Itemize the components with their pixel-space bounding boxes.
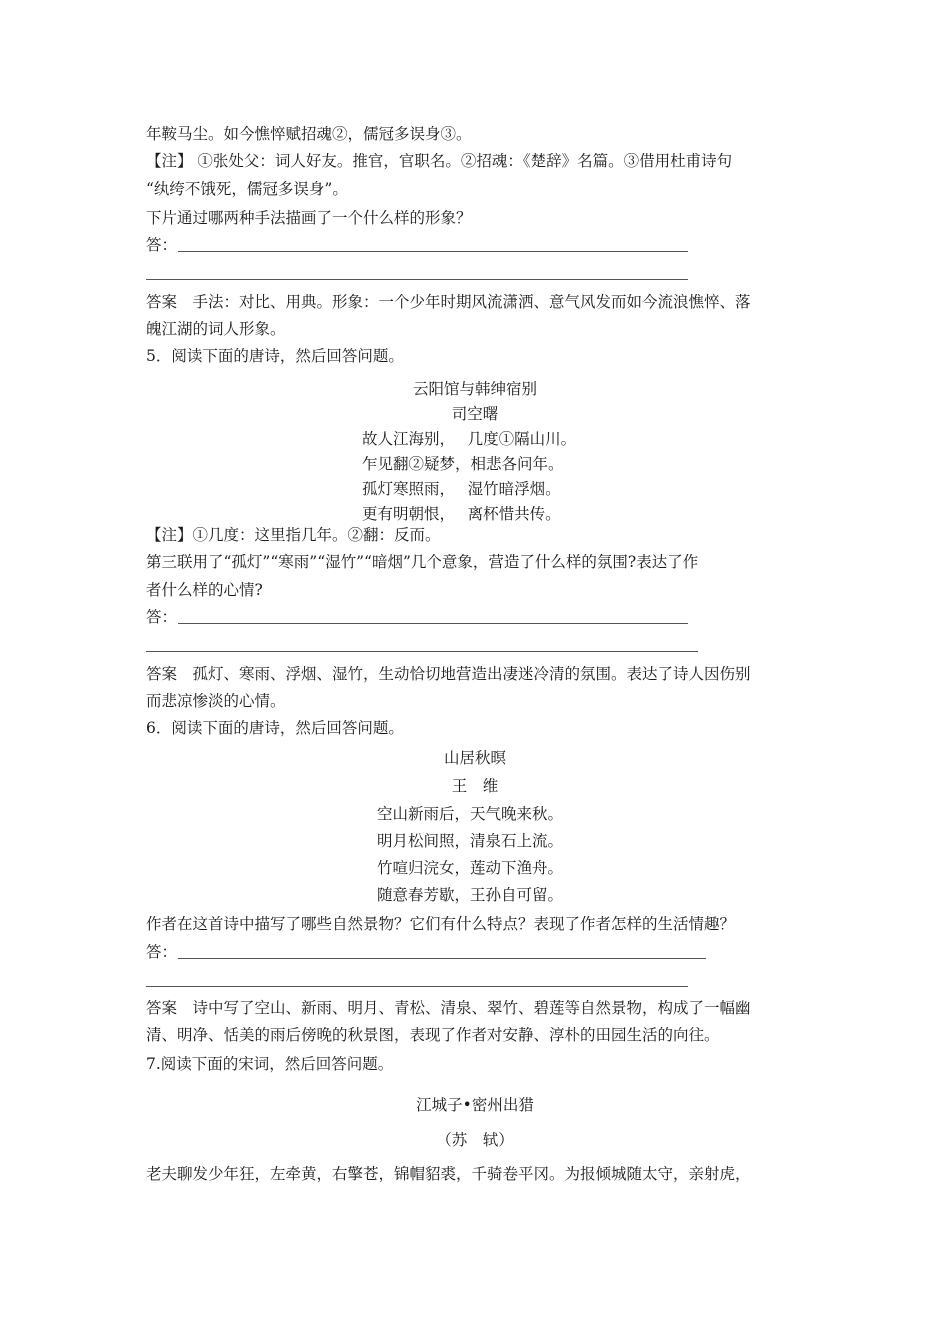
answer-line	[146, 279, 688, 280]
note-line: “纨绔不饿死，儒冠多误身”。	[146, 180, 348, 198]
answer-text: 答案 孤灯、寒雨、浮烟、湿竹，生动恰切地营造出凄迷冷清的氛围。表达了诗人因伤别	[146, 665, 751, 683]
poem-line: 故人江海别， 几度①隔山川。	[362, 430, 577, 448]
question-heading: 7.阅读下面的宋词，然后回答问题。	[146, 1055, 394, 1073]
answer-text: 答案 手法：对比、用典。形象：一个少年时期风流潇洒、意气风发而如今流浪憔悴、落	[146, 293, 751, 311]
poem-line: 空山新雨后，天气晚来秋。	[377, 805, 564, 823]
answer-line	[178, 958, 706, 959]
poem-text: 老夫聊发少年狂，左牵黄，右擎苍，锦帽貂裘，千骑卷平冈。为报倾城随太守，亲射虎，	[146, 1165, 751, 1183]
answer-text: 答案 诗中写了空山、新雨、明月、青松、清泉、翠竹、碧莲等自然景物，构成了一幅幽	[146, 999, 751, 1017]
question-text: 者什么样的心情?	[146, 581, 263, 599]
poem-title: 江城子•密州出猎	[416, 1096, 534, 1114]
poem-line: 更有明朝恨， 离杯惜共传。	[362, 505, 561, 523]
poem-title: 云阳馆与韩绅宿别	[412, 380, 537, 398]
poem-line: 孤灯寒照雨， 湿竹暗浮烟。	[362, 480, 561, 498]
poem-line: 随意春芳歇，王孙自可留。	[377, 886, 564, 904]
answer-label: 答：	[146, 943, 178, 961]
poem-author: （苏 轼）	[436, 1131, 514, 1149]
answer-text: 魄江湖的词人形象。	[146, 320, 286, 338]
poem-fragment-line: 年鞍马尘。如今憔悴赋招魂②，儒冠多误身③。	[146, 125, 472, 143]
answer-line	[178, 623, 688, 624]
poem-author: 司空曙	[451, 405, 499, 423]
answer-label: 答：	[146, 608, 178, 626]
note-line: 【注】 ①张处父：词人好友。推官，官职名。②招魂：《楚辞》名篇。③借用杜甫诗句	[146, 152, 733, 170]
answer-text: 而悲凉惨淡的心情。	[146, 692, 286, 710]
answer-text: 清、明净、恬美的雨后傍晚的秋景图，表现了作者对安静、淳朴的田园生活的向往。	[146, 1026, 720, 1044]
answer-line	[146, 986, 688, 987]
question-heading: 5．阅读下面的唐诗，然后回答问题。	[146, 347, 404, 365]
note-line: 【注】①几度：这里指几年。②翻：反而。	[146, 526, 441, 544]
answer-label: 答：	[146, 236, 178, 254]
answer-line	[178, 251, 688, 252]
question-heading: 6．阅读下面的唐诗，然后回答问题。	[146, 719, 404, 737]
poem-title: 山居秋暝	[443, 749, 506, 767]
poem-line: 明月松间照，清泉石上流。	[377, 832, 564, 850]
poem-author: 王 维	[451, 777, 499, 795]
question-text: 下片通过哪两种手法描画了一个什么样的形象？	[146, 209, 472, 227]
poem-line: 竹喧归浣女，莲动下渔舟。	[377, 859, 564, 877]
answer-line	[146, 651, 698, 652]
question-text: 作者在这首诗中描写了哪些自然景物？它们有什么特点？表现了作者怎样的生活情趣？	[146, 915, 736, 933]
question-text: 第三联用了“孤灯”“寒雨”“湿竹”“暗烟”几个意象，营造了什么样的氛围?表达了作	[146, 553, 699, 571]
poem-line: 乍见翻②疑梦，相悲各问年。	[362, 455, 564, 473]
